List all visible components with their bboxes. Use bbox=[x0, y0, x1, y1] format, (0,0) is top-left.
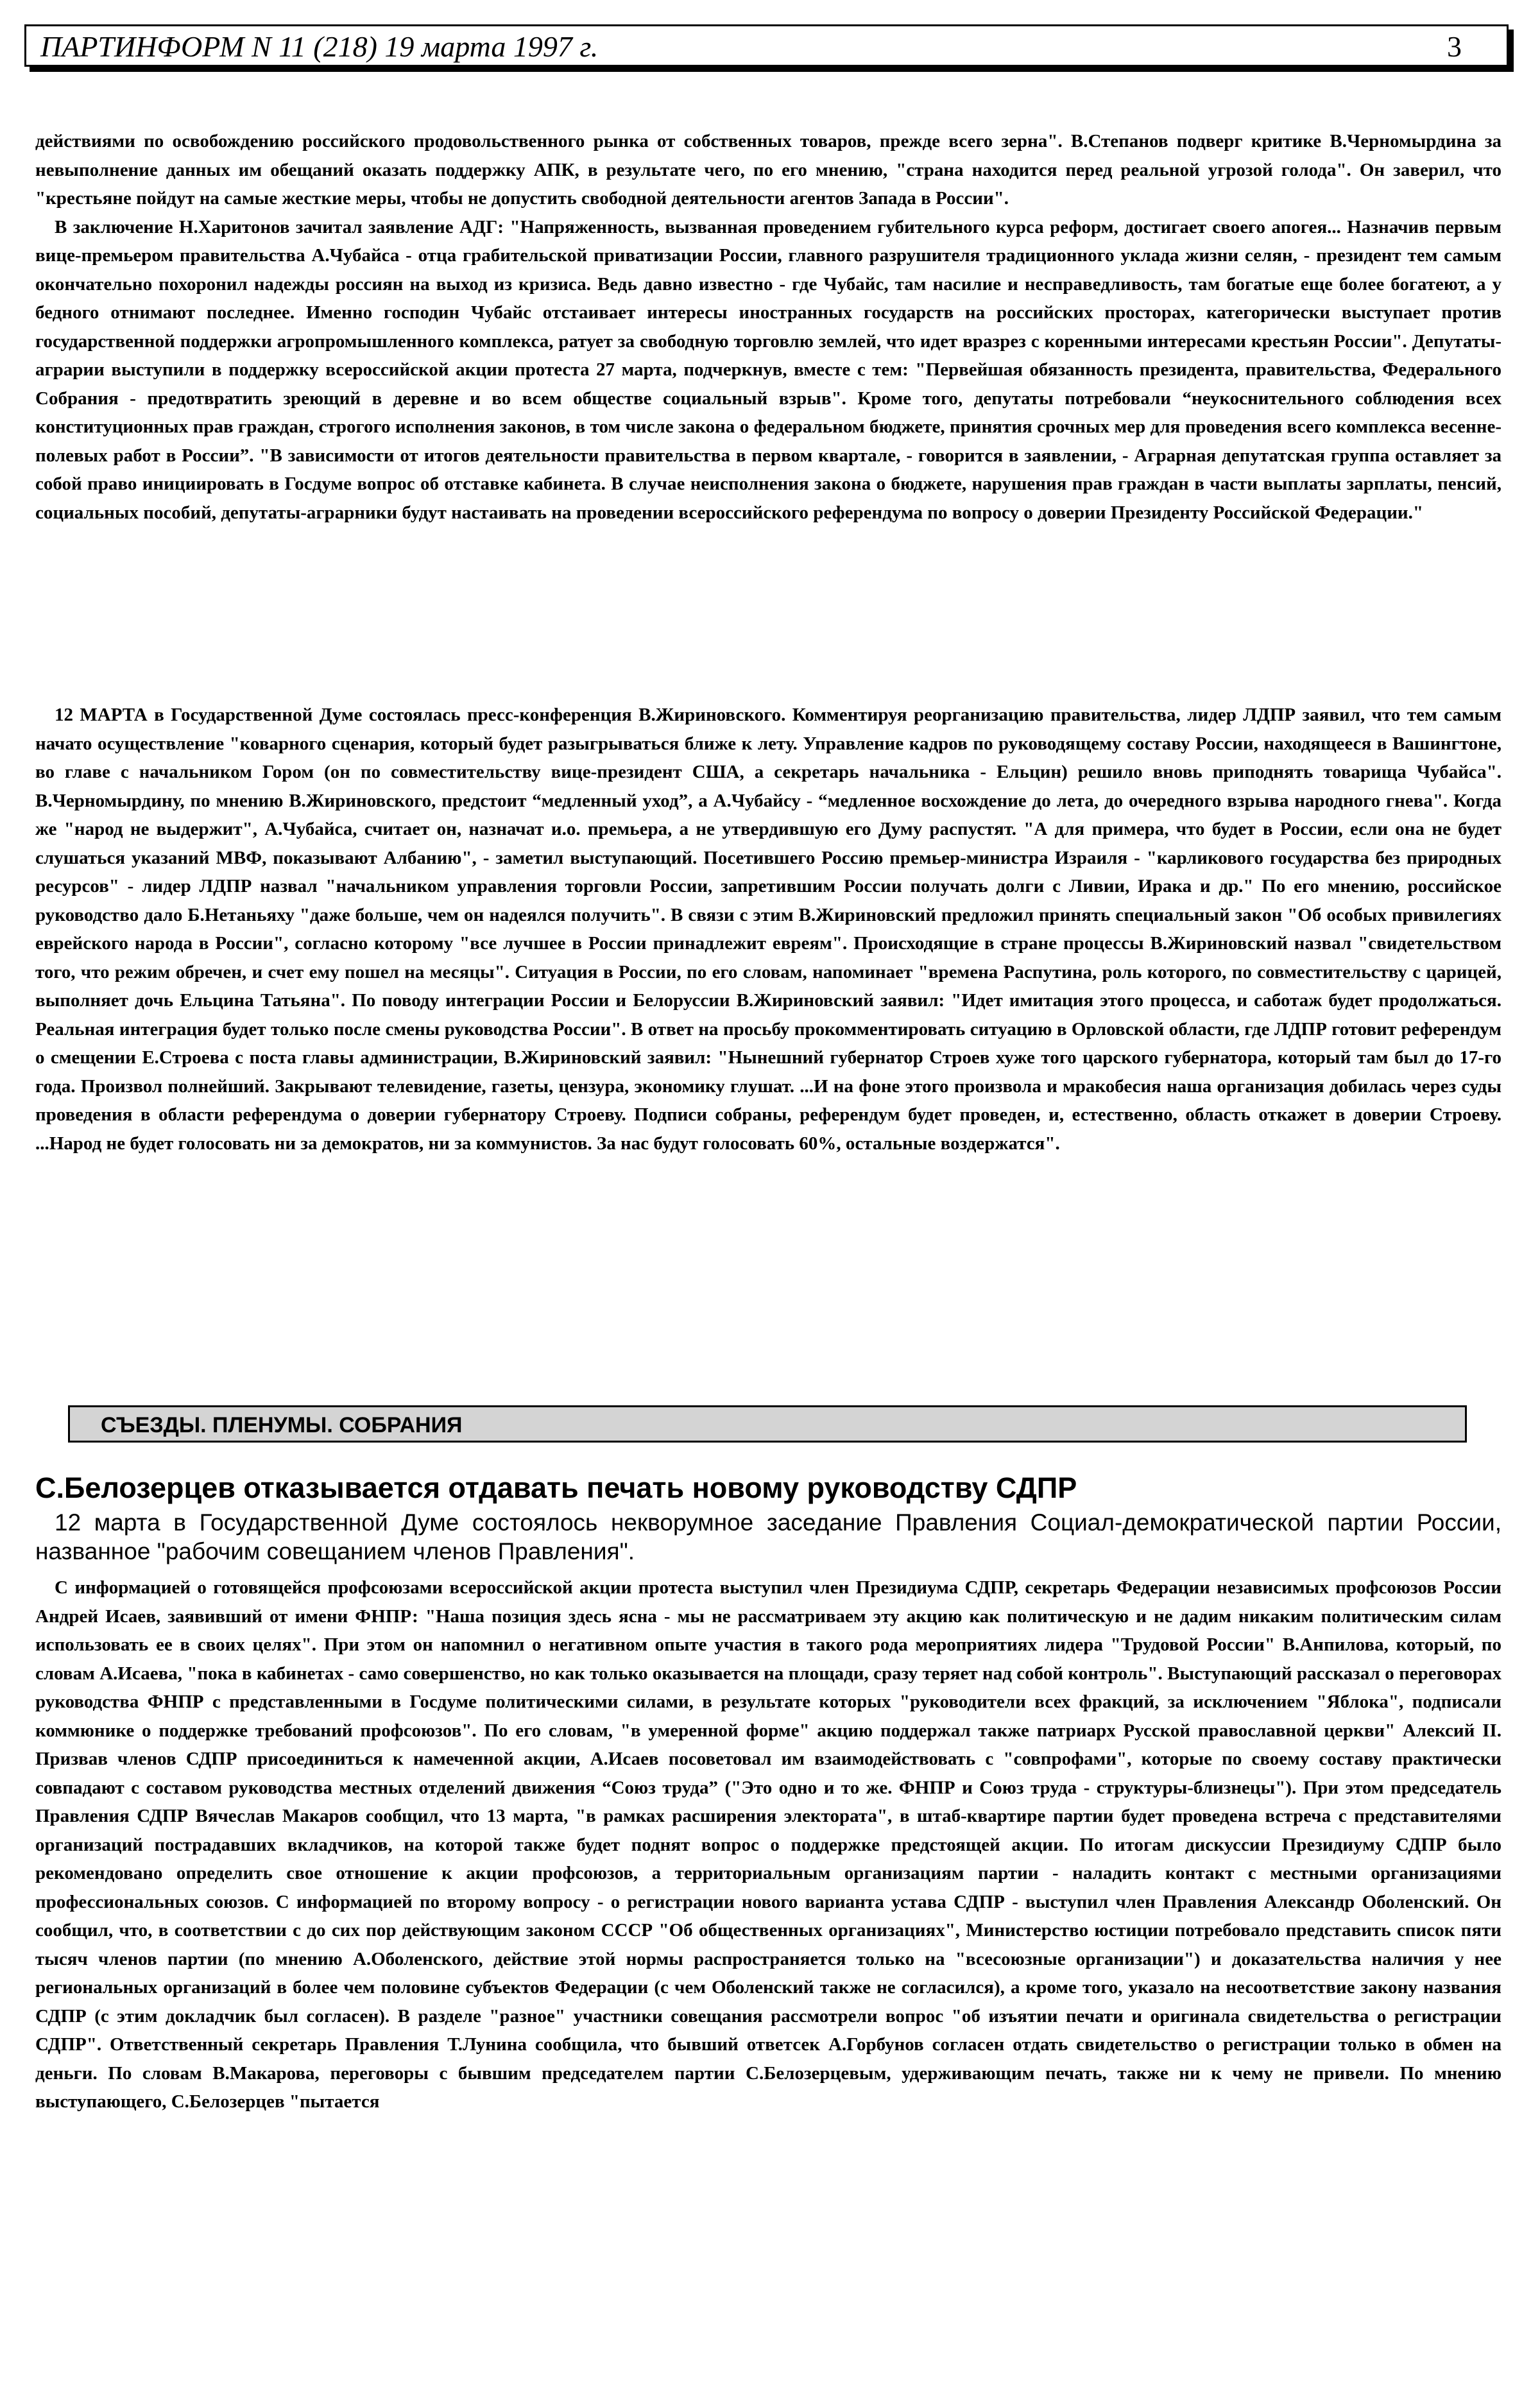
publication-title: ПАРТИНФОРМ N 11 (218) 19 марта 1997 г. bbox=[40, 30, 599, 63]
article-headline: С.Белозерцев отказывается отдавать печать новому руководству СДПР bbox=[35, 1471, 1077, 1504]
paragraph: 12 МАРТА в Государственной Думе состоялась пресс-конференция В.Жириновского. Комментируя реорганизацию правительства, лидер ЛДПР заявил, что тем самым начато осуществление "коварного сценария, который будет разыгрываться ближе к лету. Управление кадров по руководящему составу России, находящееся в Вашингтоне, во главе с начальником Гором (он по совместительству вице-президент США, а секретарь начальника - Ельцин) решило вновь приподнять товарища Чубайса". В.Черномырдину, по мнению В.Жириновского, предстоит “медленный уход”, а А.Чубайсу - “медленное восхождение до лета, до очередного взрыва народного гнева". Когда же "народ не выдержит", А.Чубайса, считает он, назначат и.о. премьера, а не утвердившую его Думу распустят. "А для примера, что будет в России, если она не будет слушаться указаний МВФ, показывают Албанию", - заметил выступающий. Посетившего Россию премьер-министра Израиля - "карликового государства без природных ресурсов" - лидер ЛДПР назвал "начальником управления торговли России, запретившим России получать долги с Ливии, Ирака и др." По его мнению, российское руководство дало Б.Нетаньяху "даже больше, чем он надеялся получить". В связи с этим В.Жириновский предложил принять специальный закон "Об особых привилегиях еврейского народа в России", согласно которому "все лучшее в России принадлежит евреям". Происходящие в стране процессы В.Жириновский назвал "свидетельством того, что режим обречен, и счет ему пошел на месяцы". Ситуация в России, по его словам, напоминает "времена Распутина, роль которого, по совместительству с царицей, выполняет дочь Ельцина Татьяна". По поводу интеграции России и Белоруссии В.Жириновский заявил: "Идет имитация этого процесса, и саботаж будет продолжаться. Реальная интеграция будет только после смены руководства России". В ответ на просьбу прокомментировать ситуацию в Орловской области, где ЛДПР готовит референдум о смещении Е.Строева с поста главы администрации, В.Жириновский заявил: "Нынешний губернатор Строев хуже того царского губернатора, который там был до 17-го года. Произвол полнейший. Закрывают телевидение, газеты, цензура, экономику глушат. ...И на фоне этого произвола и мракобесия наша организация добилась через суды проведения в области референдума о доверии губернатору Строеву. Подписи собраны, референдум будет проведен, и, естественно, область откажет в доверии Строеву. ...Народ не будет голосовать ни за демократов, ни за коммунистов. За нас будут голосовать 60%, остальные воздержатся". bbox=[35, 705, 1502, 1154]
page-header bbox=[24, 24, 1509, 67]
article-zhirinovsky bbox=[35, 701, 1502, 1158]
section-title: СЪЕЗДЫ. ПЛЕНУМЫ. СОБРАНИЯ bbox=[101, 1413, 463, 1437]
paragraph: С информацией о готовящейся профсоюзами всероссийской акции протеста выступил член Президиума СДПР, секретарь Федерации независимых профсоюзов России Андрей Исаев, заявивший от имени ФНПР: "Наша позиция здесь ясна - мы не рассматриваем эту акцию как политическую и не дадим никаким политическим силам использовать ее в своих целях". При этом он напомнил о негативном опыте участия в такого рода мероприятиях лидера "Трудовой России" В.Анпилова, который, по словам А.Исаева, "пока в кабинетах - само совершенство, но как только оказывается на площади, сразу теряет над собой контроль". Выступающий рассказал о переговорах руководства ФНПР с представленными в Госдуме политическими силами, в результате которых "руководители всех фракций, за исключением "Яблока", подписали коммюнике о поддержке требований профсоюзов". По его словам, "в умеренной форме" акцию поддержал также патриарх Русской православной церкви" Алексий II. Призвав членов СДПР присоединиться к намеченной акции, А.Исаев посоветовал им взаимодействовать с "совпрофами", которые по своему составу практически совпадают с составом руководства местных отделений движения “Союз труда” ("Это одно и то же. ФНПР и Союз труда - структуры-близнецы"). При этом председатель Правления СДПР Вячеслав Макаров сообщил, что 13 марта, "в рамках расширения электората", в штаб-квартире партии будет проведена встреча с представителями организаций пострадавших вкладчиков, на которой также будет поднят вопрос о поддержке предстоящей акции. По итогам дискуссии Президиуму СДПР было рекомендовано определить свое отношение к акции профсоюзов, а территориальным организациям партии - наладить контакт с местными организациями профессиональных союзов. С информацией по второму вопросу - о регистрации нового варианта устава СДПР - выступил член Правления Александр Оболенский. Он сообщил, что, в соответствии с до сих пор действующим законом СССР "Об общественных организациях", Министерство юстиции потребовало представить список пяти тысяч членов партии (по мнению А.Оболенского, действие этой нормы распространяется только на "всесоюзные организации") и доказательства наличия у нее региональных организаций в более чем половине субъектов Федерации (с чем Оболенский также не согласился), а кроме того, указало на несоответствие закону названия СДПР (с этим докладчик был согласен). В разделе "разное" участники совещания рассмотрели вопрос "об изъятии печати и оригинала свидетельства о регистрации СДПР". Ответственный секретарь Правления Т.Лунина сообщила, что бывший ответсек А.Горбунов согласен отдать свидетельство о регистрации только в обмен на деньги. По словам В.Макарова, переговоры с бывшим председателем партии С.Белозерцевым, удерживающим печать, также ни к чему не привели. По мнению выступающего, С.Белозерцев "пытается bbox=[35, 1577, 1502, 2112]
paragraph: В заключение Н.Харитонов зачитал заявление АДГ: "Напряженность, вызванная проведением губительного курса реформ, достигает своего апогея... Назначив первым вице-премьером правительства А.Чубайса - отца грабительской приватизации России, главного разрушителя традиционного уклада жизни селян, - президент тем самым окончательно похоронил надежды россиян на выход из кризиса. Ведь давно известно - где Чубайс, там насилие и несправедливость, там богатые еще более богатеют, а у бедного отнимают последнее. Именно господин Чубайс отстаивает интересы иностранных государств на российских просторах, категорически выступает против государственной поддержки агропромышленного комплекса, ратует за свободную торговлю землей, что идет вразрез с коренными интересами крестьян России". Депутаты-аграрии выступили в поддержку всероссийской акции протеста 27 марта, подчеркнув, вместе с тем: "Первейшая обязанность президента, правительства, Федерального Собрания - предотвратить зреющий в деревне и во всем обществе социальный взрыв". Кроме того, депутаты потребовали “неукоснительного соблюдения всех конституционных прав граждан, строгого исполнения законов, в том числе закона о федеральном бюджете, принятия срочных мер для проведения всего комплекса весенне-полевых работ в России”. "В зависимости от итогов деятельности правительства в первом квартале, - говорится в заявлении, - Аграрная депутатская группа оставляет за собой право инициировать в Госдуме вопрос об отставке кабинета. В случае неисполнения закона о бюджете, нарушения прав граждан в части выплаты зарплаты, пенсий, социальных пособий, депутаты-аграрники будут настаивать на проведении всероссийского референдума по вопросу о доверии Президенту Российской Федерации." bbox=[35, 216, 1502, 523]
section-heading-bar bbox=[68, 1405, 1467, 1443]
paragraph: действиями по освобождению российского продовольственного рынка от собственных товаров, прежде всего зерна". В.Степанов подверг критике В.Черномырдина за невыполнение данных им обещаний оказать поддержку АПК, в результате чего, по его мнению, "страна находится перед реальной угрозой голода". Он заверил, что "крестьяне пойдут на самые жесткие меры, чтобы не допустить свободной деятельности агентов Запада в России". bbox=[35, 131, 1502, 209]
article-lead bbox=[35, 1508, 1502, 1566]
article-agrarian-continuation bbox=[35, 127, 1502, 527]
page-number: 3 bbox=[1447, 30, 1462, 63]
article-sdpr-body bbox=[35, 1573, 1502, 2116]
lead-paragraph: 12 марта в Государственной Думе состоялось некворумное заседание Правления Социал-демократической партии России, названное "рабочим совещанием членов Правления". bbox=[35, 1509, 1502, 1564]
